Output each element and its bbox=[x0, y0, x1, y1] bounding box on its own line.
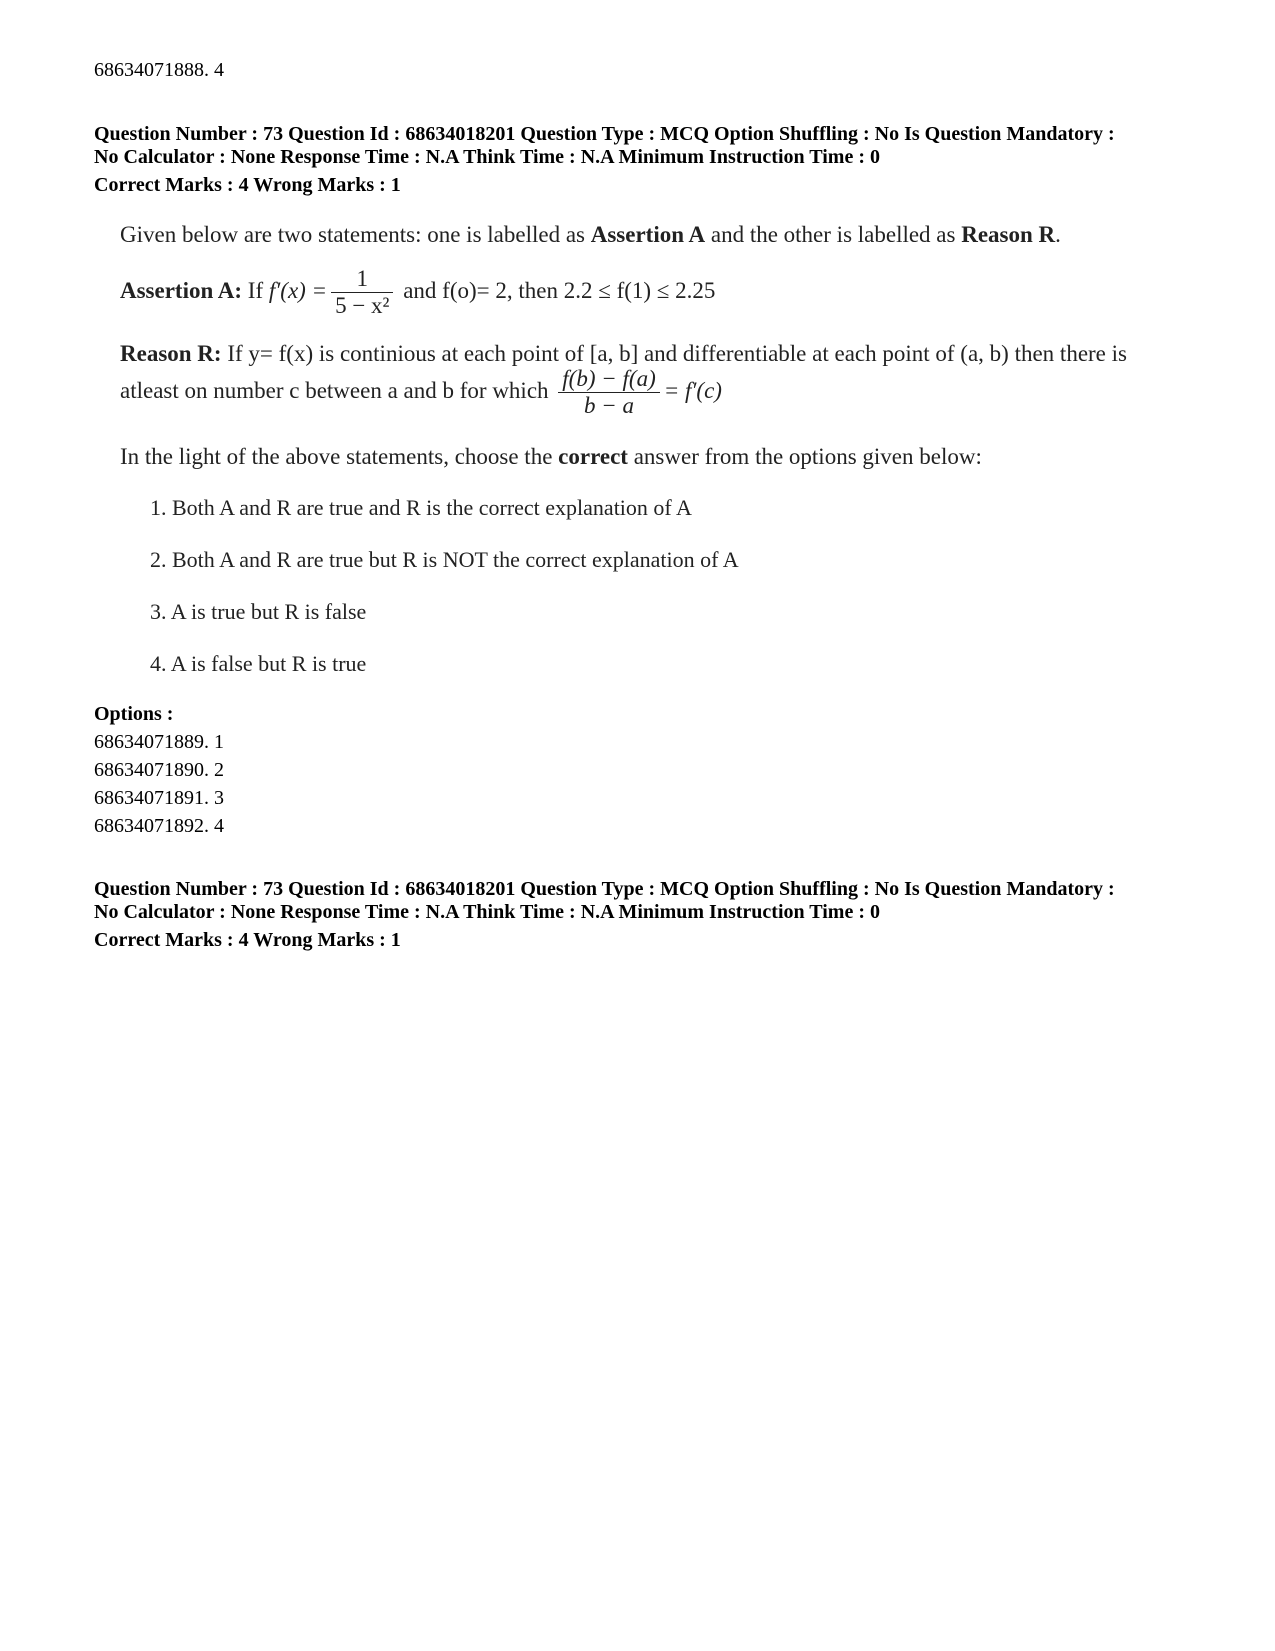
option-4: 68634071892. 4 bbox=[94, 815, 224, 837]
next-question-meta-line-1: Question Number : 73 Question Id : 68634018201 Question Type : MCQ Option Shuffling : No Is Question Mandatory : bbox=[94, 878, 1115, 900]
assertion-fraction: $\frac{1}{\text{5 − x²}}$ bbox=[331, 266, 393, 319]
next-question-marks-line: Correct Marks : 4 Wrong Marks : 1 bbox=[94, 929, 401, 951]
question-instruction: In the light of the above statements, choose the correct answer from the options given below: bbox=[120, 444, 982, 469]
option-2: 68634071890. 2 bbox=[94, 759, 224, 781]
next-question-meta-line-2: No Calculator : None Response Time : N.A Think Time : N.A Minimum Instruction Time : 0 bbox=[94, 901, 880, 923]
choice-3: 3. A is true but R is false bbox=[150, 599, 367, 624]
question-meta-line-1: Question Number : 73 Question Id : 68634018201 Question Type : MCQ Option Shuffling : No Is Question Mandatory : bbox=[94, 123, 1115, 145]
question-intro: Given below are two statements: one is labelled as Assertion A and the other is labelled as Reason R. bbox=[120, 222, 1061, 247]
question-meta-line-2: No Calculator : None Response Time : N.A Think Time : N.A Minimum Instruction Time : 0 bbox=[94, 146, 880, 168]
option-3: 68634071891. 3 bbox=[94, 787, 224, 809]
options-label: Options : bbox=[94, 703, 174, 725]
option-1: 68634071889. 1 bbox=[94, 731, 224, 753]
choice-1: 1. Both A and R are true and R is the correct explanation of A bbox=[150, 495, 692, 520]
reason-r-line-2: atleast on number c between a and b for which $\frac{f(b) - f(a)}{b - a}$ = f′(c) bbox=[120, 366, 722, 418]
assertion-a: Assertion A: If f′(x) = $\frac{1}{\text{5 − x²}}$ and f(o)= 2, then 2.2 ≤ f(1) ≤ 2.25 bbox=[120, 266, 716, 318]
reason-fraction: $\frac{f(b) - f(a)}{b - a}$ bbox=[558, 366, 659, 419]
previous-option: 68634071888. 4 bbox=[94, 59, 224, 81]
choice-2: 2. Both A and R are true but R is NOT the correct explanation of A bbox=[150, 547, 739, 572]
reason-r-line-1: Reason R: If y= f(x) is continious at each point of [a, b] and differentiable at each point of (a, b) then there is bbox=[120, 341, 1127, 366]
question-marks-line: Correct Marks : 4 Wrong Marks : 1 bbox=[94, 174, 401, 196]
choice-4: 4. A is false but R is true bbox=[150, 651, 367, 676]
